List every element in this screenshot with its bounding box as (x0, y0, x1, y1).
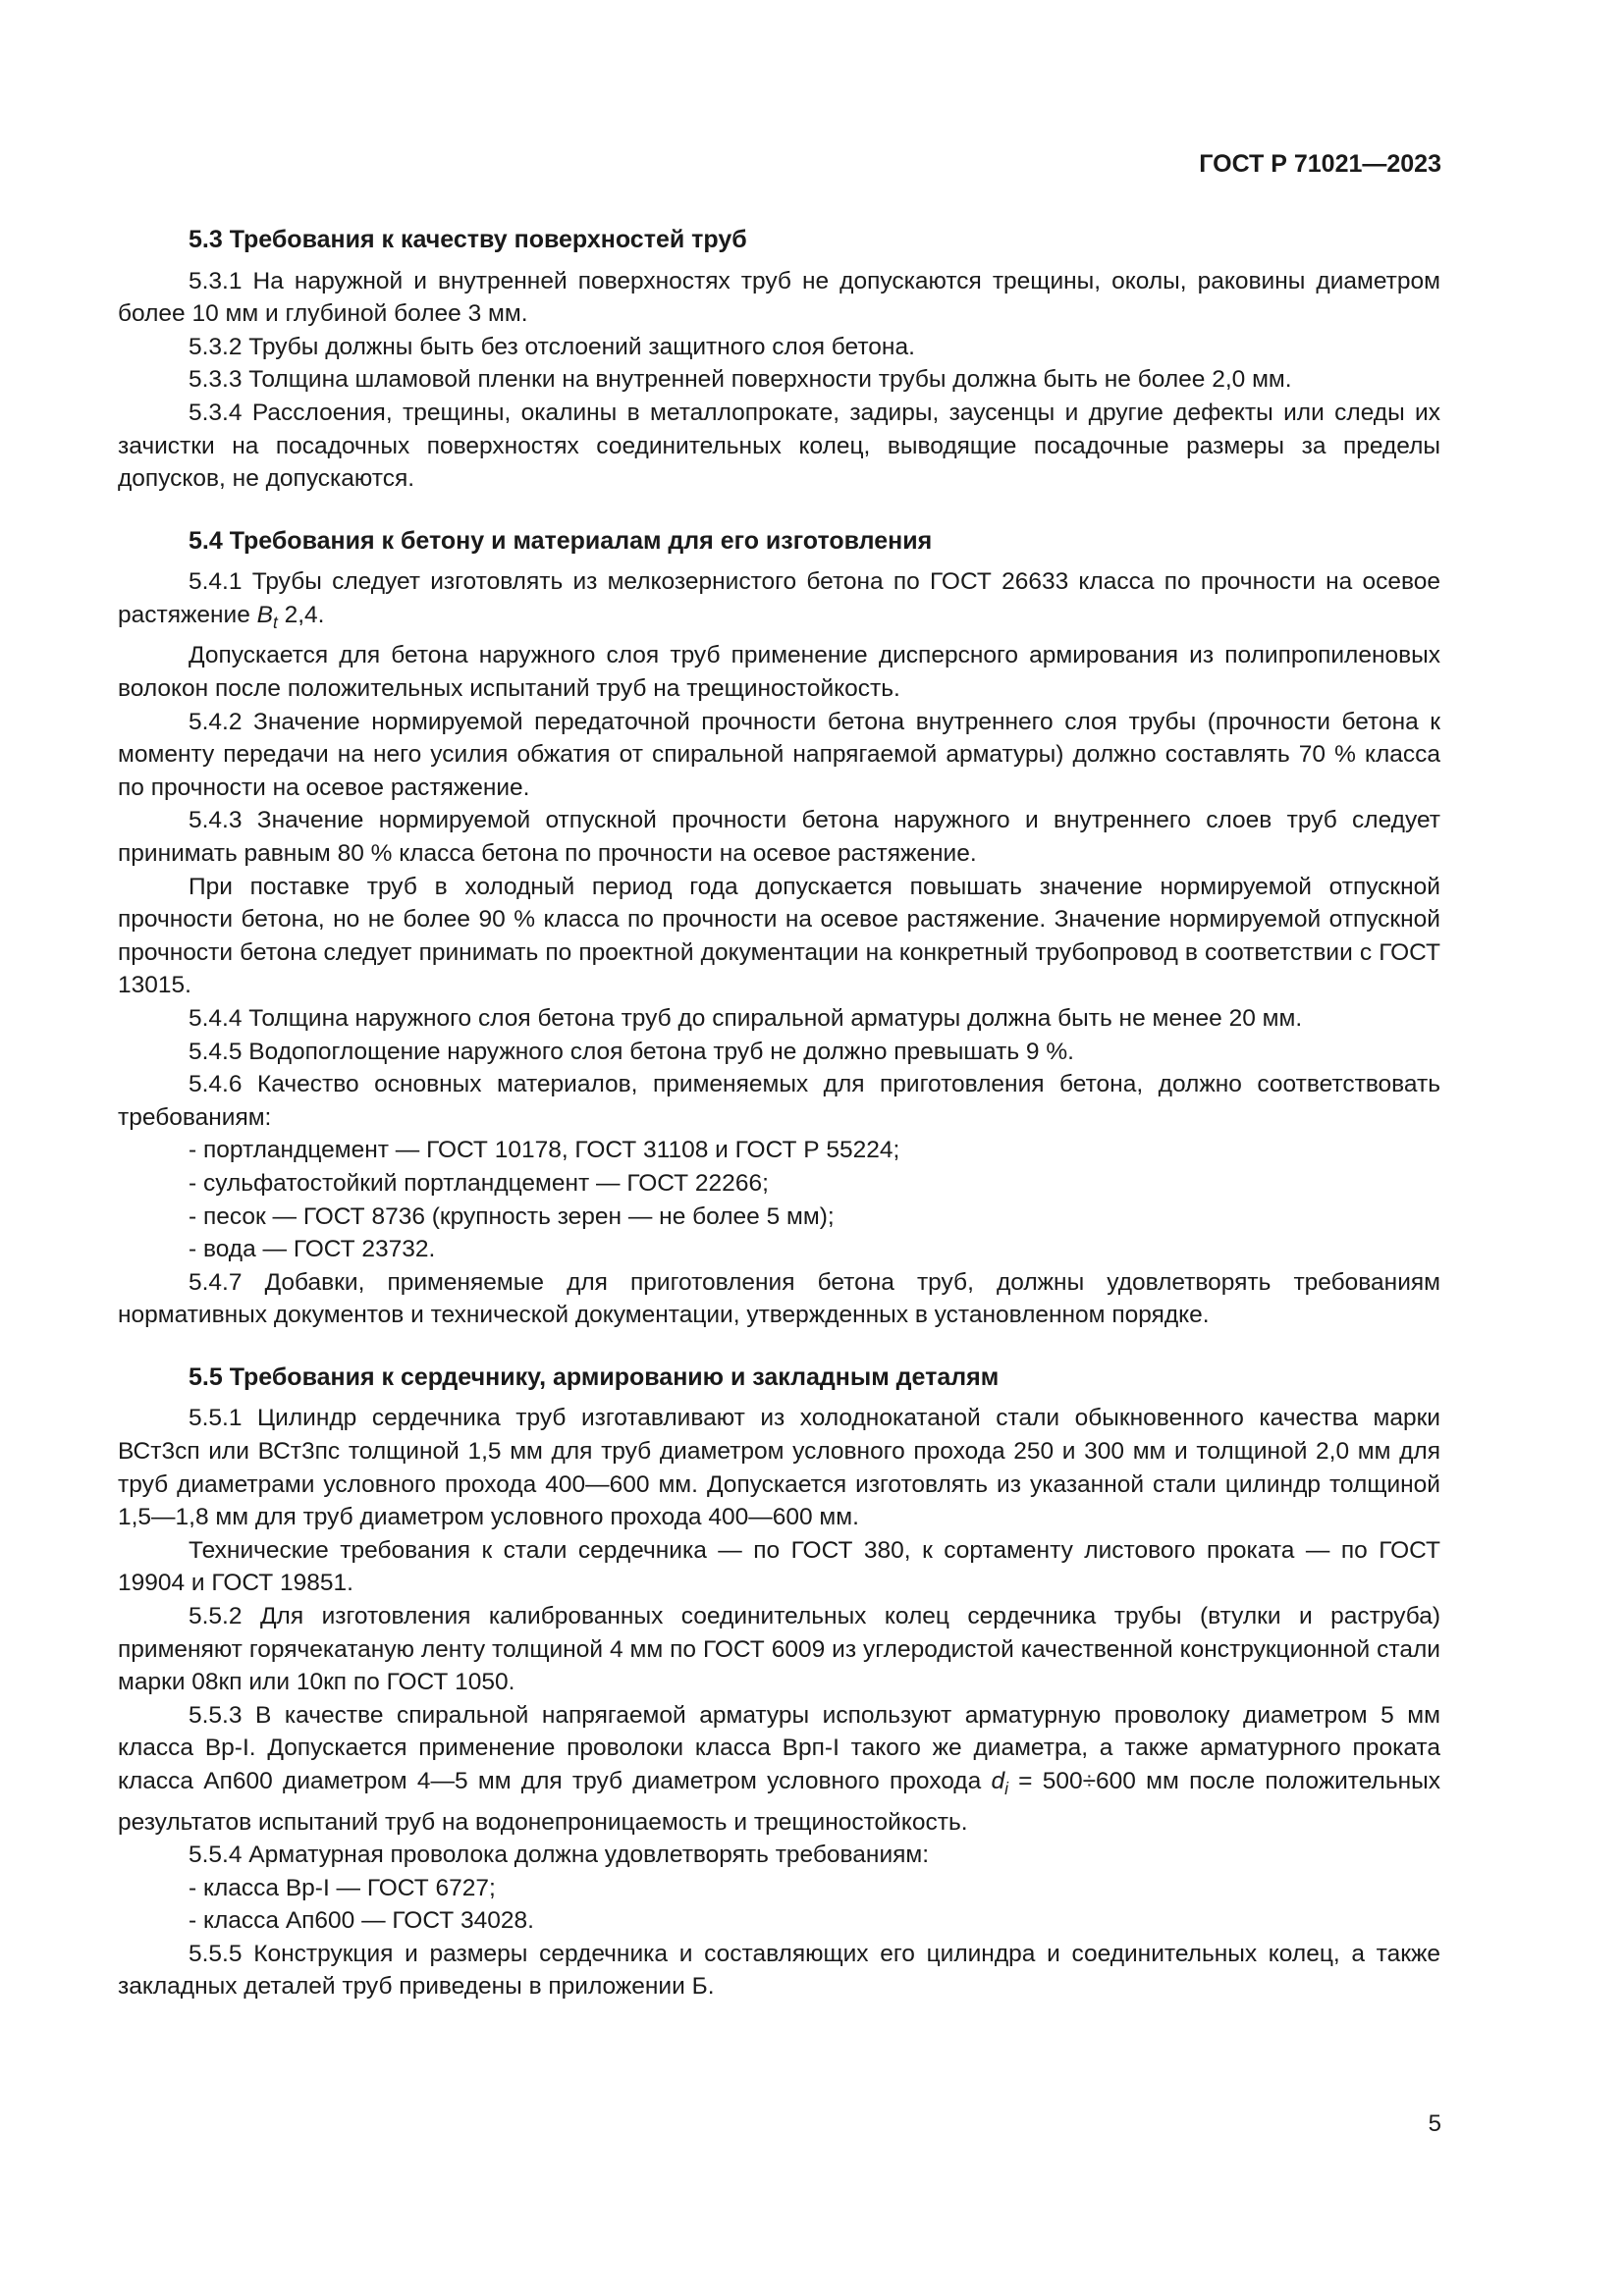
paragraph-5-4-3: 5.4.3 Значение нормируемой отпускной прочности бетона наружного и внутреннего слоев труб следует принимать равным 80 % класса бетона по прочности на осевое растяжение. (118, 807, 1440, 867)
paragraph-5-3-3: 5.3.3 Толщина шламовой пленки на внутренней поверхности трубы должна быть не более 2,0 мм. (189, 366, 1292, 394)
paragraph-5-4-6: 5.4.6 Качество основных материалов, применяемых для приготовления бетона, должно соответствовать требованиям: (118, 1071, 1440, 1131)
paragraph-5-4-1-note: Допускается для бетона наружного слоя труб применение дисперсного армирования из полипропиленовых волокон после положительных испытаний труб на трещиностойкость. (118, 642, 1440, 703)
section-heading-5-4: 5.4 Требования к бетону и материалам для его изготовления (189, 526, 933, 555)
list-item: - песок — ГОСТ 8736 (крупность зерен — не более 5 мм); (189, 1202, 835, 1230)
paragraph-5-5-3-tail: = 500÷600 мм после положительных результатов испытаний труб на водонепроницаемость и трещиностойкость. (118, 1768, 1440, 1836)
paragraph-5-4-2: 5.4.2 Значение нормируемой передаточной прочности бетона внутреннего слоя трубы (прочности бетона к моменту передачи на него усилия обжатия от спиральной напрягаемой арматуры) должно составлять 70 % класса по прочности на осевое растяжение. (118, 708, 1440, 801)
paragraph-5-4-7: 5.4.7 Добавки, применяемые для приготовления бетона труб, должны удовлетворять требованиям нормативных документов и технической документации, утвержденных в установленном порядке. (118, 1268, 1440, 1329)
strength-subscript: t (273, 612, 278, 632)
strength-symbol: B (256, 601, 273, 628)
paragraph-5-4-4: 5.4.4 Толщина наружного слоя бетона труб до спиральной арматуры должна быть не менее 20 мм. (189, 1004, 1303, 1032)
paragraph-5-4-1 (118, 565, 1440, 639)
list-item: - портландцемент — ГОСТ 10178, ГОСТ 31108 и ГОСТ Р 55224; (189, 1137, 900, 1164)
diameter-symbol: d (991, 1768, 1005, 1795)
document-code: ГОСТ Р 71021—2023 (1199, 150, 1441, 178)
diameter-subscript: i (1004, 1778, 1008, 1798)
paragraph-5-4-3-note: При поставке труб в холодный период года допускается повышать значение нормируемой отпускной прочности бетона, но не более 90 % класса по прочности на осевое растяжение. Значение нормируемой отпускной прочности бетона следует принимать по проектной документации на конкретный трубопровод в соответствии с ГОСТ 13015. (118, 873, 1440, 999)
list-item: - сульфатостойкий портландцемент — ГОСТ 22266; (189, 1169, 769, 1197)
paragraph-5-5-3-text: 5.5.3 В качестве спиральной напрягаемой арматуры используют арматурную проволоку диаметром 5 мм класса Вр-I. Допускается применение проволоки класса Врп-I такого же диаметра, а также арматурного проката класса Ап600 диаметром 4—5 мм для труб диаметром условного прохода (118, 1701, 1440, 1795)
paragraph-5-3-1: 5.3.1 На наружной и внутренней поверхностях труб не допускаются трещины, околы, раковины диаметром более 10 мм и глубиной более 3 мм. (118, 267, 1440, 328)
paragraph-5-3-2: 5.3.2 Трубы должны быть без отслоений защитного слоя бетона. (189, 333, 915, 360)
paragraph-5-5-4: 5.5.4 Арматурная проволока должна удовлетворять требованиям: (189, 1842, 930, 1869)
document-body (118, 224, 1440, 2003)
paragraph-5-3-4: 5.3.4 Расслоения, трещины, окалины в металлопрокате, задиры, заусенцы и другие дефекты или следы их зачистки на посадочных поверхностях соединительных колец, выводящие посадочные размеры за пределы допусков, не допускаются. (118, 399, 1440, 493)
paragraph-5-5-1-note: Технические требования к стали сердечника — по ГОСТ 380, к сортаменту листового проката — по ГОСТ 19904 и ГОСТ 19851. (118, 1536, 1440, 1597)
paragraph-5-5-5: 5.5.5 Конструкция и размеры сердечника и составляющих его цилиндра и соединительных колец, а также закладных деталей труб приведены в приложении Б. (118, 1940, 1440, 2001)
list-item: - класса Ап600 — ГОСТ 34028. (189, 1907, 534, 1935)
section-heading-5-5: 5.5 Требования к сердечнику, армированию и закладным деталям (189, 1362, 1000, 1391)
page-number: 5 (1428, 2110, 1441, 2137)
section-heading-5-3: 5.3 Требования к качеству поверхностей труб (189, 226, 747, 253)
paragraph-5-5-2: 5.5.2 Для изготовления калиброванных соединительных колец сердечника трубы (втулки и раструба) применяют горячекатаную ленту толщиной 4 мм по ГОСТ 6009 из углеродистой качественной конструкционной стали марки 08кп или 10кп по ГОСТ 1050. (118, 1603, 1440, 1696)
list-item: - класса Вр-I — ГОСТ 6727; (189, 1874, 496, 1901)
paragraph-5-4-1-text: 5.4.1 Трубы следует изготовлять из мелкозернистого бетона по ГОСТ 26633 класса по прочности на осевое растяжение (118, 568, 1440, 628)
paragraph-5-4-5: 5.4.5 Водопоглощение наружного слоя бетона труб не должно превышать 9 %. (189, 1038, 1074, 1065)
paragraph-5-4-1-tail: 2,4. (277, 601, 325, 628)
paragraph-5-5-3 (118, 1699, 1440, 1839)
list-item: - вода — ГОСТ 23732. (189, 1236, 436, 1263)
paragraph-5-5-1: 5.5.1 Цилиндр сердечника труб изготавливают из холоднокатаной стали обыкновенного качества марки ВСт3сп или ВСт3пс толщиной 1,5 мм для труб диаметром условного прохода 250 и 300 мм и толщиной 2,0 мм для труб диаметрами условного прохода 400—600 мм. Допускается изготовлять из указанной стали цилиндр толщиной 1,5—1,8 мм для труб диаметром условного прохода 400—600 мм. (118, 1405, 1440, 1531)
